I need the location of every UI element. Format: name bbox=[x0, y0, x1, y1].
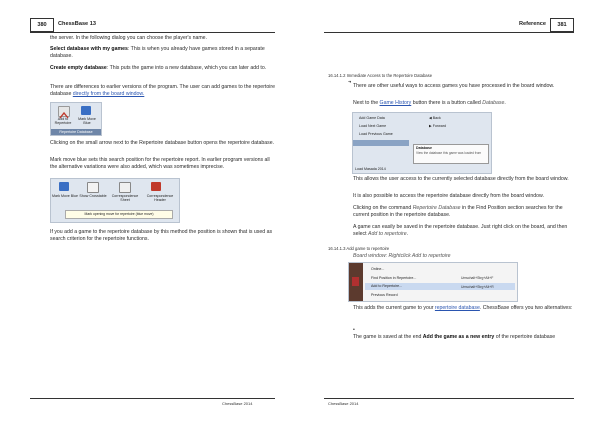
paragraph-create-text: : This puts the game into a new database, which you can later add to. bbox=[106, 65, 267, 71]
paragraph-clicking-text-2: in the Find Position section searches for the current position in the repertoire database. bbox=[353, 205, 563, 219]
back-icon: ◀ bbox=[429, 116, 433, 120]
paragraph-next-to-text-3: . bbox=[504, 100, 506, 106]
context-menu-item[interactable] bbox=[365, 283, 515, 290]
paragraph-create bbox=[50, 65, 275, 72]
paragraph-other-ways: There are other useful ways to access games you have processed in the board window. bbox=[353, 83, 555, 89]
header-title: ChessBase 13 bbox=[58, 21, 96, 27]
context-menu-shortcut: Umschalt+Strg+Alt+F bbox=[461, 276, 494, 280]
term-select-database: Select database with my games bbox=[50, 46, 128, 52]
board-piece-icon bbox=[352, 277, 359, 286]
paragraph-next-to-text: Next to the bbox=[353, 100, 380, 106]
context-menu-label: Online... bbox=[371, 267, 385, 271]
header-title: Reference bbox=[518, 21, 546, 27]
paragraph-intro: the server. In the following dialog you can choose the player's name. bbox=[50, 35, 207, 41]
screenshot-repertoire-buttons bbox=[50, 102, 102, 136]
paragraph-arrow: Clicking on the small arrow next to the Repertoire database button opens the repertoire database. bbox=[50, 140, 275, 146]
context-menu-label: Previous Record bbox=[371, 292, 398, 297]
paragraph-select bbox=[50, 46, 275, 60]
paragraph-saved-end-text: The game is saved at the end bbox=[353, 334, 423, 340]
page-number: 381 bbox=[550, 18, 574, 32]
paragraph-saved-end bbox=[353, 334, 573, 341]
term-create-empty: Create empty database bbox=[50, 65, 107, 71]
forward-option[interactable] bbox=[429, 124, 446, 128]
paragraph-next-to-text-2: button there is a button called bbox=[411, 100, 483, 106]
correspondence-header-icon bbox=[151, 182, 161, 191]
screenshot-database-button bbox=[352, 112, 492, 174]
show-crosstable-button[interactable]: Show Crosstable bbox=[79, 194, 107, 198]
crosstable-icon bbox=[87, 182, 99, 193]
correspondence-sheet-button[interactable]: Correspondence Sheet bbox=[111, 194, 139, 203]
term-database: Database bbox=[482, 100, 505, 106]
right-page bbox=[300, 0, 600, 424]
context-menu-item[interactable] bbox=[365, 275, 515, 282]
footer-rule bbox=[324, 398, 574, 399]
menu-load-previous-game[interactable]: Load Previous Game bbox=[359, 132, 393, 136]
tooltip-title: Database bbox=[416, 146, 432, 150]
paragraph-add: If you add a game to the repertoire database by this method the position is shown that is used as search criterion for the repertoire functions. bbox=[50, 229, 273, 243]
add-to-repertoire-button[interactable]: Add to Repertoire bbox=[54, 117, 72, 126]
term-add-to-repertoire: Add to repertoire bbox=[368, 231, 407, 238]
screenshot-mark-move bbox=[50, 178, 180, 223]
board-thumb-icon bbox=[349, 263, 363, 301]
mark-move-blue-button[interactable]: Mark Move Blue bbox=[52, 194, 78, 198]
bullet: • bbox=[353, 327, 355, 333]
paragraph-mark: Mark move blue sets this search position for the repertoire report. In earlier program versions all the alternative variations were also added, which was sometimes imprecise. bbox=[50, 157, 270, 171]
paragraph-next-to bbox=[353, 100, 573, 107]
back-label: Back bbox=[432, 116, 441, 120]
paragraph-differences-text: There are differences to earlier versions of the program. The user can add games to the repertoire database bbox=[50, 84, 276, 98]
footer-rule bbox=[30, 398, 275, 399]
paragraph-saved-text-2: . bbox=[406, 231, 409, 238]
paragraph-adds-text: This adds the current game to your bbox=[353, 305, 435, 311]
link-repertoire-database[interactable]: repertoire database bbox=[434, 305, 480, 311]
header-rule bbox=[30, 32, 275, 33]
bottom-item: Load Masada 2014 bbox=[355, 167, 386, 171]
mark-blue-icon bbox=[81, 106, 91, 115]
footer-text: ChessBase 2014 bbox=[222, 401, 253, 406]
page-number: 380 bbox=[30, 18, 54, 32]
correspondence-header-button[interactable]: Correspondence Header bbox=[146, 194, 174, 203]
paragraph-clicking-text: Clicking on the command bbox=[353, 205, 413, 211]
paragraph-allows: This allows the user access to the currently selected database directly from the board window. bbox=[353, 176, 569, 182]
section-heading-immediate-access: 16.14.1.2 Immediate Access to the Repertoire Database bbox=[328, 73, 433, 78]
repertoire-icon bbox=[58, 106, 70, 117]
tooltip-body: View the database this game was loaded from bbox=[416, 151, 482, 155]
link-board-window[interactable]: directly from the board window. bbox=[72, 91, 145, 98]
screenshot-context-menu bbox=[348, 262, 518, 302]
group-label: Repertoire Database bbox=[51, 129, 101, 135]
paragraph-adds-text-2: . ChessBase offers you two alternatives: bbox=[479, 305, 573, 311]
section-heading-add-game: 16.14.1.3 Add game to repertoire bbox=[328, 246, 390, 251]
paragraph-also: It is also possible to access the repertoire database directly from the board window. bbox=[353, 193, 544, 199]
menu-load-next-game[interactable]: Load Next Game bbox=[359, 124, 387, 128]
paragraph-select-text: : This is when you already have games stored in a separate database. bbox=[50, 46, 265, 60]
link-game-history[interactable]: Game History bbox=[379, 100, 412, 106]
context-menu-shortcut: Umschalt+Strg+Alt+R bbox=[461, 284, 494, 289]
forward-label: Forward bbox=[432, 124, 446, 128]
context-menu-item[interactable] bbox=[365, 266, 515, 273]
context-menu-label: Add to Repertoire... bbox=[371, 284, 403, 288]
menu-add-game-data[interactable]: Add Game Data bbox=[359, 116, 385, 120]
database-button[interactable] bbox=[353, 140, 409, 146]
left-header bbox=[30, 18, 275, 32]
board-caption: Board window: Rightclick Add to repertoire bbox=[353, 253, 451, 259]
tooltip: Mark opening move for repertoire (blue move) bbox=[65, 210, 173, 219]
footer-text: ChessBase 2014 bbox=[328, 401, 359, 406]
paragraph-differences bbox=[50, 84, 275, 98]
term-repertoire-database: Repertoire Database bbox=[412, 205, 461, 211]
context-menu-label: Find Position in Repertoire... bbox=[371, 275, 417, 280]
correspondence-icon bbox=[119, 182, 131, 193]
paragraph-adds bbox=[353, 305, 573, 312]
paragraph-saved bbox=[353, 224, 573, 238]
context-menu-item[interactable] bbox=[365, 292, 515, 299]
tooltip bbox=[413, 144, 489, 164]
mark-blue-icon bbox=[59, 182, 69, 191]
paragraph-saved-end-text-2: of the repertoire database bbox=[494, 334, 556, 340]
header-rule bbox=[324, 32, 574, 33]
mark-move-blue-button[interactable]: Mark Move Blue bbox=[78, 117, 96, 126]
paragraph-saved-text: A game can easily be saved in the repertoire database. Just right click on the board, and then select bbox=[353, 224, 568, 238]
arrow-icon: ➜ bbox=[348, 79, 352, 84]
back-option[interactable] bbox=[429, 116, 441, 120]
paragraph-clicking bbox=[353, 205, 573, 219]
term-new-entry: Add the game as a new entry bbox=[422, 334, 495, 340]
right-header bbox=[324, 18, 574, 32]
forward-icon: ▶ bbox=[429, 124, 433, 128]
